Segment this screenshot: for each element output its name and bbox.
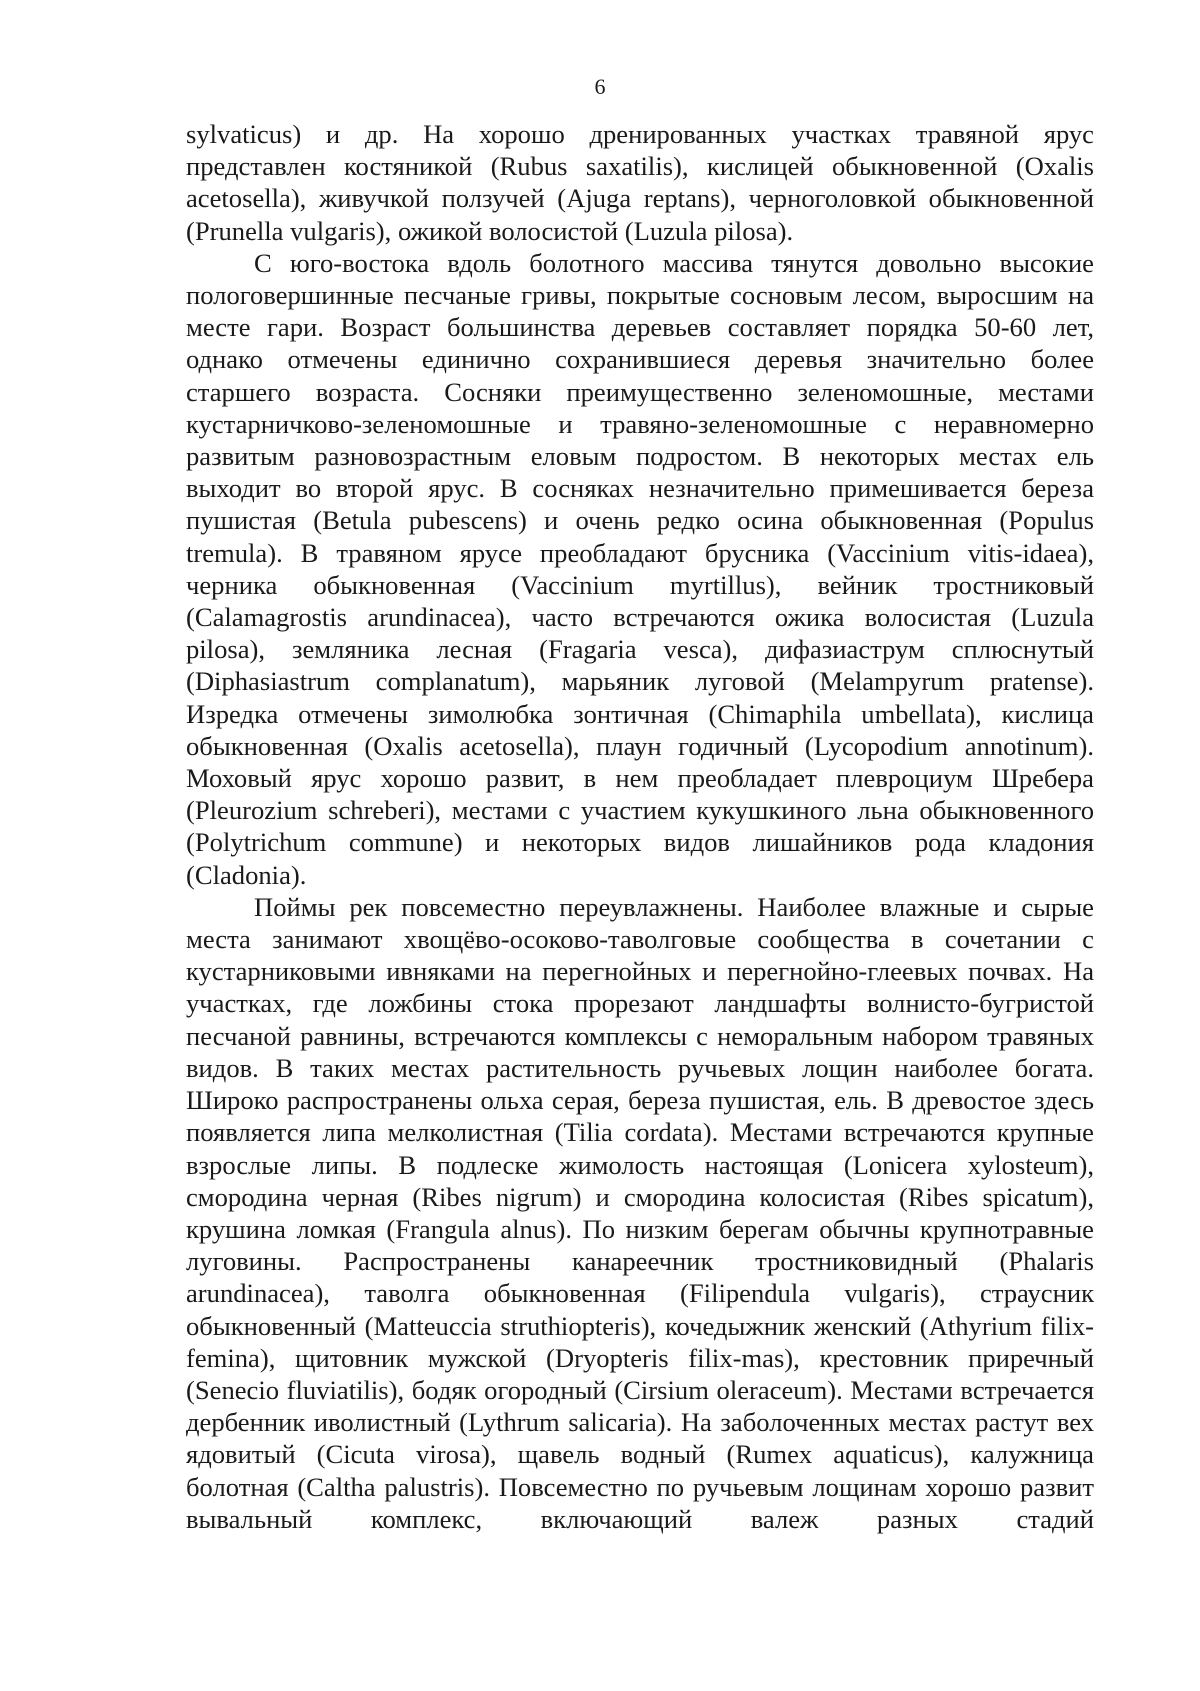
paragraph-pine-forest: С юго-востока вдоль болотного массива тянутся довольно высокие пологовершинные песчаные гривы, покрытые сосновым лесом, выросшим на месте гари. Возраст большинства деревьев составляет порядка 50-60 лет, однако отмечены единично сохранившиеся деревья значительно более старшего возраста. Сосняки преимущественно зеленомошные, местами кустарничково-зеленомошные и травяно-зеленомошные с неравномерно развитым разновозрастным еловым подростом. В некоторых местах ель выходит во второй ярус. В сосняках незначительно примешивается береза пушистая (Betula pubescens) и очень редко осина обыкновенная (Populus tremula). В травяном ярусе преобладают брусника (Vaccinium vitis-idaea), черника обыкновенная (Vaccinium myrtillus), вейник тростниковый (Calamagrostis arundinacea), часто встречаются ожика волосистая (Luzula pilosa), земляника лесная (Fragaria vesca), дифазиаструм сплюснутый (Diphasiastrum complanatum), марьяник луговой (Melampyrum pratense). Изредка отмечены зимолюбка зонтичная (Chimaphila umbellata), кислица обыкновенная (Oxalis acetosella), плаун годичный (Lycopodium annotinum). Моховый ярус хорошо развит, в нем преобладает плевроциум Шребера (Pleurozium schreberi), местами с участием кукушкиного льна обыкновенного (Polytrichum commune) и некоторых видов лишайников рода кладония (Cladonia). <box>186 247 1094 890</box>
page-number: 6 <box>594 74 606 99</box>
paragraph-continuation: sylvaticus) и др. На хорошо дренированных участках травяной ярус представлен костяникой (Rubus saxatilis), кислицей обыкновенной (Oxalis acetosella), живучкой ползучей (Ajuga reptans), черноголовкой обыкновенной (Prunella vulgaris), ожикой волосистой (Luzula pilosa). <box>186 119 1094 246</box>
body-text <box>186 118 1094 1535</box>
paragraph-floodplains: Поймы рек повсеместно переувлажнены. Наиболее влажные и сырые места занимают хвощёво-осоково-таволговые сообщества в сочетании с кустарниковыми ивняками на перегнойных и перегнойно-глеевых почвах. На участках, где ложбины стока прорезают ландшафты волнисто-бугристой песчаной равнины, встречаются комплексы с неморальным набором травяных видов. В таких местах растительность ручьевых лощин наиболее богата. Широко распространены ольха серая, береза пушистая, ель. В древостое здесь появляется липа мелколистная (Tilia cordata). Местами встречаются крупные взрослые липы. В подлеске жимолость настоящая (Lonicera xylosteum), смородина черная (Ribes nigrum) и смородина колосистая (Ribes spicatum), крушина ломкая (Frangula alnus). По низким берегам обычны крупнотравные луговины. Распространены канареечник тростниковидный (Phalaris arundinacea), таволга обыкновенная (Filipendula vulgaris), страусник обыкновенный (Matteuccia struthiopteris), кочедыжник женский (Athyrium filix-femina), щитовник мужской (Dryopteris filix-mas), крестовник приречный (Senecio fluviatilis), бодяк огородный (Cirsium oleraceum). Местами встречается дербенник иволистный (Lythrum salicaria). На заболоченных местах растут вех ядовитый (Cicuta virosa), щавель водный (Rumex aquaticus), калужница болотная (Caltha palustris). Повсеместно по ручьевым лощинам хорошо развит вывальный комплекс, включающий валеж разных стадий <box>186 891 1094 1534</box>
